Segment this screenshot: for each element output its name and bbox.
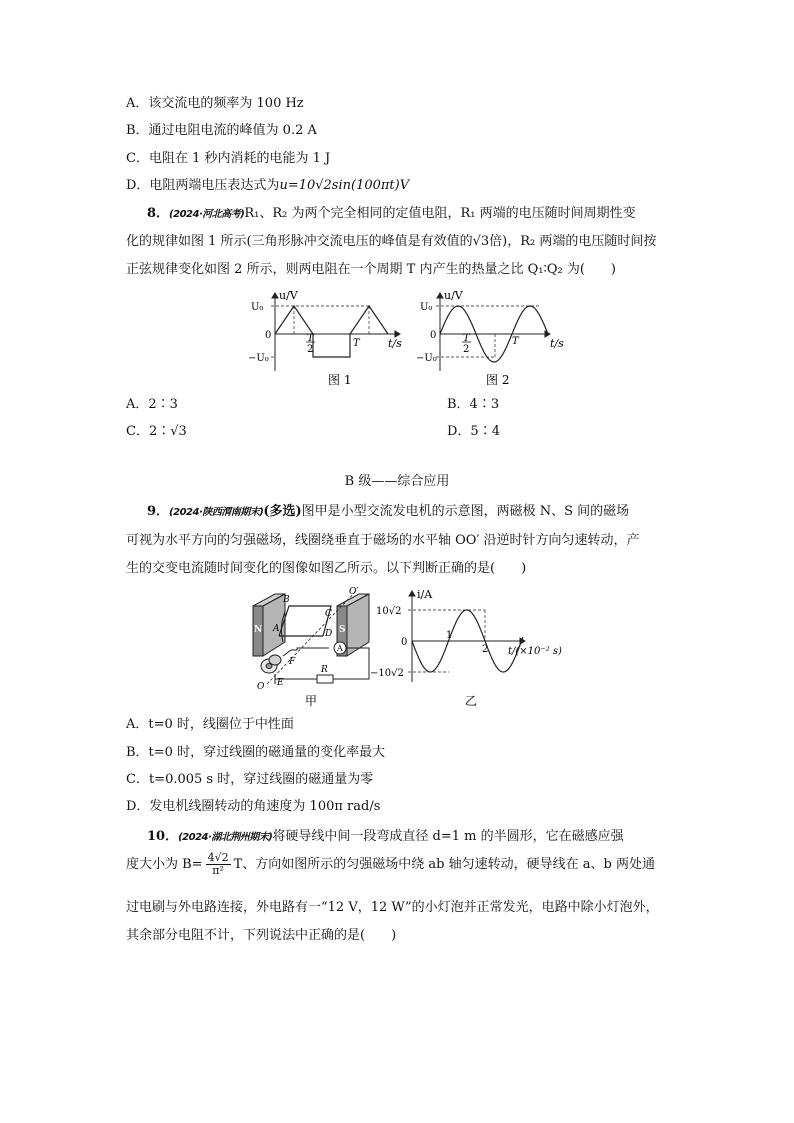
jia-ammeter-label: A <box>337 644 343 653</box>
q10-text-1: 将硬导线中间一段弯成直径 d=1 m 的半圆形，它在磁感应强 <box>272 829 624 844</box>
q9-stem-line3: 生的交变电流随时间变化的图像如图乙所示。以下判断正确的是( ) <box>126 561 527 576</box>
q8-figure-1 <box>248 285 418 390</box>
q7-option-d <box>126 177 409 195</box>
yi-zero-label: 0 <box>401 637 408 648</box>
jia-f-label: F <box>289 657 296 667</box>
fig2-u0-label: U₀ <box>420 302 433 313</box>
fig1-zero-label: 0 <box>265 330 272 341</box>
q7-option-d-text: D．电阻两端电压表达式为 <box>126 178 280 193</box>
jia-caption: 甲 <box>305 694 318 708</box>
q9-source: (2024·陕西渭南期末) <box>169 507 264 518</box>
fig1-t-label: t/s <box>388 337 402 350</box>
q9-text-1: 图甲是小型交流发电机的示意图，两磁极 N、S 间的磁场 <box>301 504 630 519</box>
q7-option-a: A．该交流电的频率为 100 Hz <box>126 96 304 111</box>
q9-option-c: C．t=0.005 s 时，穿过线圈的磁通量为零 <box>126 772 374 787</box>
q8-option-d: D．5∶4 <box>447 424 500 439</box>
fig1-half-period-num: T <box>307 333 314 344</box>
q8-stem-line3: 正弦规律变化如图 2 所示，则两电阻在一个周期 T 内产生的热量之比 Q₁∶Q₂ 为( ) <box>126 262 617 277</box>
q9-stem-line1 <box>147 503 629 522</box>
q10-text-2b: T、方向如图所示的匀强磁场中绕 ab 轴匀速转动，硬导线在 a、b 两处通 <box>233 856 655 872</box>
yi-tick-2: 2 <box>482 644 489 655</box>
q7-option-b: B．通过电阻电流的峰值为 0.2 A <box>126 123 317 138</box>
q9-stem-line2: 可视为水平方向的匀强磁场，线圈绕垂直于磁场的水平轴 OO′ 沿逆时针方向匀速转动，产 <box>126 533 640 548</box>
q8-option-b: B．4∶3 <box>447 397 500 412</box>
q9-figure-yi <box>365 584 605 709</box>
yi-t-label: t/(×10⁻² s) <box>508 646 562 657</box>
q9-tag: (多选) <box>263 504 302 519</box>
fig2-zero-label: 0 <box>430 330 437 341</box>
yi-caption: 乙 <box>465 694 478 708</box>
section-heading: B 级——综合应用 <box>344 474 450 489</box>
q8-source: (2024·河北高考) <box>169 209 245 220</box>
q10-fraction-num: 4√2 <box>207 851 229 864</box>
fig1-period-label: T <box>353 338 360 349</box>
jia-c-label: C <box>325 609 332 619</box>
fig1-u0-label: U₀ <box>251 302 264 313</box>
fig2-caption: 图 2 <box>486 373 510 387</box>
fig1-u-label: u/V <box>279 289 298 302</box>
q10-fraction <box>206 852 231 877</box>
fig1-caption: 图 1 <box>328 373 352 387</box>
q8-option-c: C．2∶√3 <box>126 424 187 439</box>
q10-stem-line2 <box>126 852 655 877</box>
fig2-neg-u0-label: −U₀ <box>416 353 437 364</box>
q10-number: 10． <box>147 829 179 844</box>
fig2-period-label: T <box>512 336 519 347</box>
yi-bottom-label: −10√2 <box>370 668 404 679</box>
q9-option-b: B．t=0 时，穿过线圈的磁通量的变化率最大 <box>126 745 386 760</box>
jia-b-label: B <box>283 595 290 605</box>
q7-option-d-formula: u=10√2sin(100πt)V <box>279 178 410 193</box>
jia-s-label: S <box>339 625 346 635</box>
q8-figure-2 <box>416 285 590 390</box>
q10-stem-line3: 过电刷与外电路连接，外电路有一“12 V，12 W”的小灯泡并正常发光，电路中除小灯泡外， <box>126 900 659 915</box>
jia-resistor-label: R <box>321 665 328 675</box>
q8-stem-line1 <box>147 205 636 224</box>
jia-e-label: E <box>277 678 284 688</box>
q8-stem-line2: 化的规律如图 1 所示(三角形脉冲交流电压的峰值是有效值的√3倍)，R₂ 两端的电压随时间按 <box>126 234 657 249</box>
fig2-half-period-num: T <box>463 333 470 344</box>
q10-stem-line1 <box>147 828 624 847</box>
q10-stem-line4: 其余部分电阻不计，下列说法中正确的是( ) <box>126 928 397 943</box>
yi-i-label: i/A <box>417 588 433 601</box>
jia-o-label: O <box>257 682 265 692</box>
fig2-u-label: u/V <box>444 289 463 302</box>
q8-option-a: A．2∶3 <box>126 397 178 412</box>
jia-a-label: A <box>273 624 280 634</box>
yi-tick-1: 1 <box>446 630 453 641</box>
fig1-neg-u0-label: −U₀ <box>248 353 269 364</box>
q9-option-d: D．发电机线圈转动的角速度为 100π rad/s <box>126 799 381 814</box>
q9-option-a: A．t=0 时，线圈位于中性面 <box>126 717 294 732</box>
q8-number: 8． <box>147 206 170 221</box>
q10-text-2a: 度大小为 B= <box>126 856 203 872</box>
q9-number: 9． <box>147 504 170 519</box>
q7-option-c: C．电阻在 1 秒内消耗的电能为 1 J <box>126 151 331 166</box>
q10-source: (2024·湖北荆州期末) <box>178 832 273 843</box>
yi-top-label: 10√2 <box>376 606 402 617</box>
jia-d-label: D <box>325 629 333 639</box>
fig2-half-period-den: 2 <box>463 344 470 355</box>
q8-text-1: R₁、R₂ 为两个完全相同的定值电阻，R₁ 两端的电压随时间周期性变 <box>244 206 636 221</box>
jia-o2-label: O′ <box>349 587 359 597</box>
fig2-t-label: t/s <box>550 337 564 350</box>
q10-fraction-den: π² <box>212 864 224 877</box>
jia-n-label: N <box>254 625 263 635</box>
fig1-half-period-den: 2 <box>307 344 314 355</box>
